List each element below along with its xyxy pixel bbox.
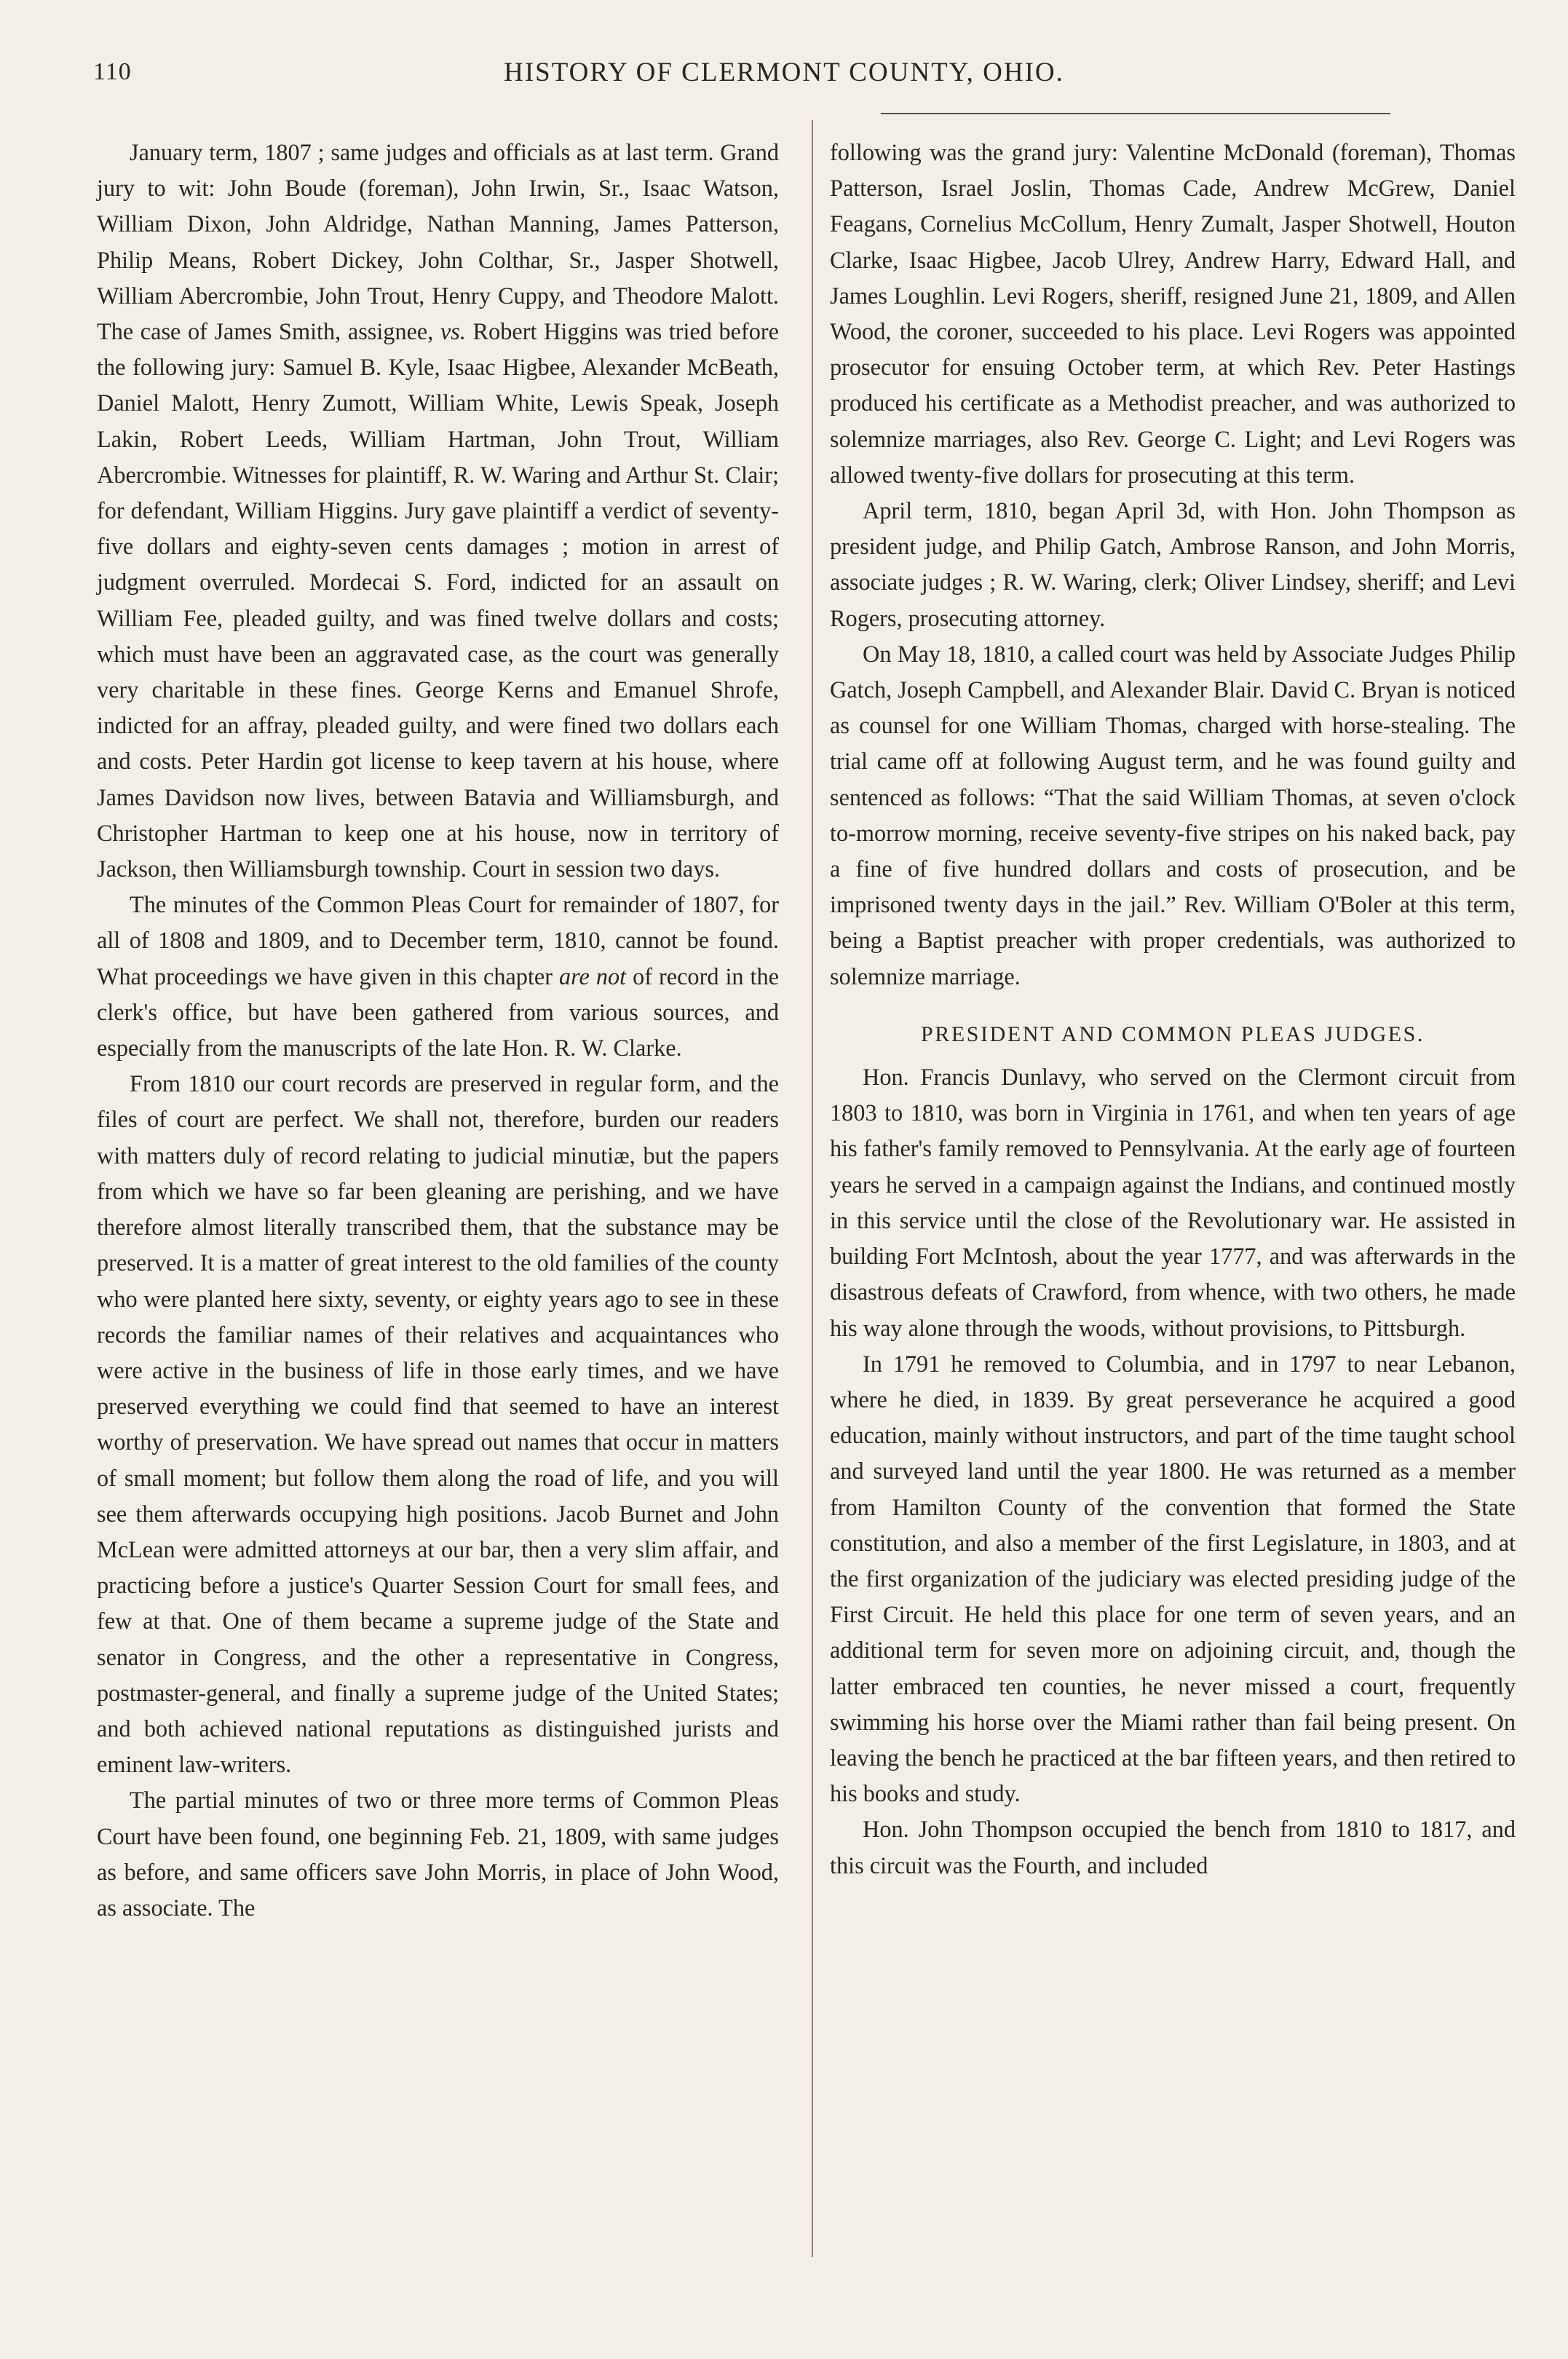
paragraph: Hon. John Thompson occupied the bench from 1810 to 1817, and this circuit was the Fourth, and included — [830, 1816, 1516, 1878]
page-number: 110 — [93, 58, 132, 85]
paragraph: In 1791 he removed to Columbia, and in 1797 to near Lebanon, where he died, in 1839. By great perseverance he acquired a good education, mainly without instructors, and part of the time taught school and surveyed land until the year 1800. He was returned as a member from Hamilton County of the convention that formed the State constitution, and also a member of the first Legislature, in 1803, and at the first organization of the judiciary was elected presiding judge of the First Circuit. He held this place for one term of seven years, and an additional term for seven more on adjoining circuit, and, though the latter embraced ten counties, he never missed a court, frequently swimming his horse over the Miami rather than fail being present. On leaving the bench he practiced at the bar fifteen years, and then retired to his books and study. — [830, 1350, 1516, 1807]
column-divider — [812, 120, 813, 2257]
section-heading: PRESIDENT AND COMMON PLEAS JUDGES. — [920, 1022, 1425, 1046]
paragraph: From 1810 our court records are preserved in regular form, and the files of court are perfect. We shall not, therefore, burden our readers with matters duly of record relating to judicial minutiæ, but the papers from which we have so far been gleaning are perishing, and we have therefore almost literally transcribed them, that the substance may be preserved. It is a matter of great interest to the old families of the county who were planted here sixty, seventy, or eighty years ago to see in these records the familiar names of their relatives and acquaintances who were active in the business of life in those early times, and we have preserved everything we could find that seemed to have an interest worthy of preservation. We have spread out names that occur in matters of small moment; but follow them along the road of life, and you will see them afterwards occupying high positions. Jacob Burnet and John McLean were admitted attorneys at our bar, then a very slim affair, and practicing before a justice's Quarter Session Court for small fees, and few at that. One of them became a supreme judge of the State and senator in Congress, and the other a representative in Congress, postmaster-general, and finally a supreme judge of the United States; and both achieved national reputations as distinguished jurists and eminent law-writers. — [97, 1070, 779, 1778]
paragraph: The minutes of the Common Pleas Court for remainder of 1807, for all of 1808 and 1809, and to December term, 1810, cannot be found. What proceedings we have given in this chapter are not of record in the clerk's office, but have been gathered from various sources, and especially from the manuscripts of the late Hon. R. W. Clarke. — [97, 891, 780, 1062]
paragraph: On May 18, 1810, a called court was held by Associate Judges Philip Gatch, Joseph Campbell, and Alexander Blair. David C. Bryan is noticed as counsel for one William Thomas, charged with horse-stealing. The trial came off at following August term, and he was found guilty and sentenced as follows: “That the said William Thomas, at seven o'clock to-morrow morning, receive seventy-five stripes on his naked back, pay a fine of five hundred dollars and costs of prosecution, and be imprisoned twenty days in the jail.” Rev. William O'Boler at this term, being a Baptist preacher with proper credentials, was authorized to solemnize marriage. — [830, 640, 1516, 989]
running-head: HISTORY OF CLERMONT COUNTY, OHIO. — [504, 58, 1064, 87]
paragraph: April term, 1810, began April 3d, with Hon. John Thompson as president judge, and Philip Gatch, Ambrose Ranson, and John Morris, associate judges ; R. W. Waring, clerk; Oliver Lindsey, sheriff; and Levi Rogers, prosecuting attorney. — [830, 497, 1516, 631]
paragraph: following was the grand jury: Valentine McDonald (foreman), Thomas Patterson, Israel Joslin, Thomas Cade, Andrew McGrew, Daniel Feagans, Cornelius McCollum, Henry Zumalt, Jasper Shotwell, Houton Clarke, Isaac Higbee, Jacob Ulrey, Andrew Harry, Edward Hall, and James Loughlin. Levi Rogers, sheriff, resigned June 21, 1809, and Allen Wood, the coroner, succeeded to his place. Levi Rogers was appointed prosecutor for ensuing October term, at which Rev. Peter Hastings produced his certificate as a Methodist preacher, and was authorized to solemnize marriages, also Rev. George C. Light; and Levi Rogers was allowed twenty-five dollars for prosecuting at this term. — [830, 139, 1516, 488]
paragraph: Hon. Francis Dunlavy, who served on the Clermont circuit from 1803 to 1810, was born in Virginia in 1761, and when ten years of age his father's family removed to Pennsylvania. At the early age of fourteen years he served in a campaign against the Indians, and continued mostly in this service until the close of the Revolutionary war. He assisted in building Fort McIntosh, about the year 1777, and was afterwards in the disastrous defeats of Crawford, from whence, with two others, he made his way alone through the woods, without provisions, to Pittsburgh. — [830, 1064, 1516, 1341]
right-column — [830, 135, 1516, 1884]
header-rule — [881, 113, 1390, 114]
paragraph: The partial minutes of two or three more terms of Common Pleas Court have been found, one beginning Feb. 21, 1809, with same judges as before, and same officers save John Morris, in place of John Wood, as associate. The — [97, 1787, 779, 1921]
paragraph: January term, 1807 ; same judges and officials as at last term. Grand jury to wit: John Boude (foreman), John Irwin, Sr., Isaac Watson, William Dixon, John Aldridge, Nathan Manning, James Patterson, Philip Means, Robert Dickey, John Colthar, Sr., Jasper Shotwell, William Abercrombie, John Trout, Henry Cuppy, and Theodore Malott. The case of James Smith, assignee, vs. Robert Higgins was tried before the following jury: Samuel B. Kyle, Isaac Higbee, Alexander McBeath, Daniel Malott, Henry Zumott, William White, Lewis Speak, Joseph Lakin, Robert Leeds, William Hartman, John Trout, William Abercrombie. Witnesses for plaintiff, R. W. Waring and Arthur St. Clair; for defendant, William Higgins. Jury gave plaintiff a verdict of seventy-five dollars and eighty-seven cents damages ; motion in arrest of judgment overruled. Mordecai S. Ford, indicted for an assault on William Fee, pleaded guilty, and was fined twelve dollars and costs; which must have been an aggravated case, as the court was generally very charitable in these fines. George Kerns and Emanuel Shrofe, indicted for an affray, pleaded guilty, and were fined two dollars each and costs. Peter Hardin got license to keep tavern at his house, where James Davidson now lives, between Batavia and Williamsburgh, and Christopher Hartman to keep one at his house, now in territory of Jackson, then Williamsburgh township. Court in session two days. — [97, 139, 780, 882]
left-column — [97, 135, 779, 1926]
